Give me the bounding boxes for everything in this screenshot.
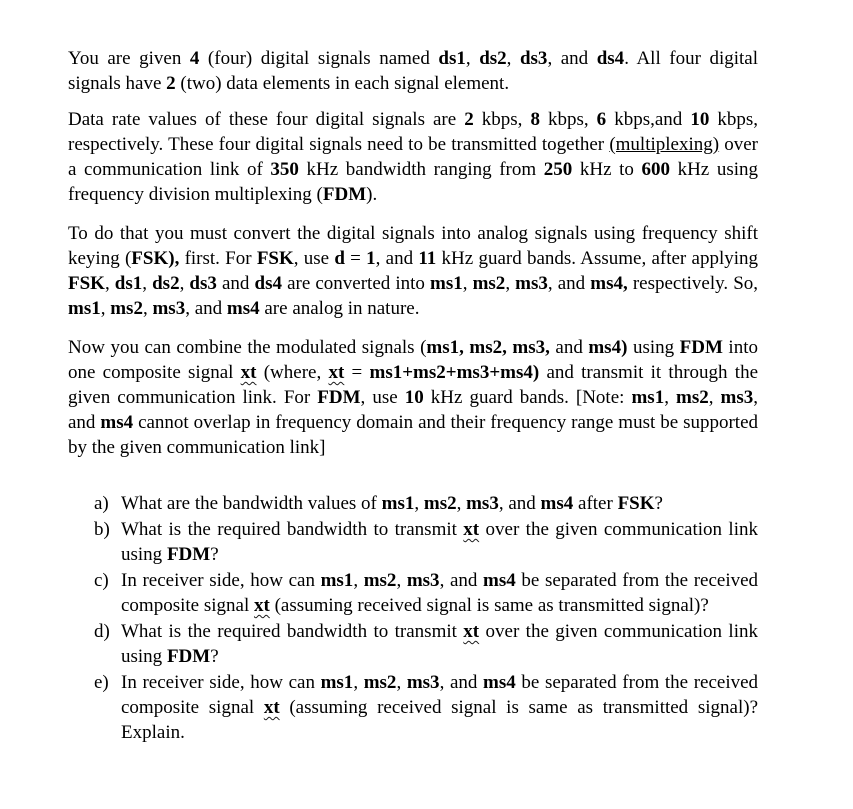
question-label: d) — [94, 621, 110, 642]
text: ? — [654, 493, 663, 514]
signal-xt: xt — [263, 697, 280, 718]
text: and transmit it through the given communication link. For — [68, 362, 758, 408]
text: (two) data elements in each signal element. — [175, 73, 510, 94]
text: (assuming received signal is same as transmitted signal)? Explain. — [121, 697, 759, 743]
question-label: b) — [94, 519, 110, 540]
text: kbps,and — [606, 109, 691, 130]
question-d — [68, 619, 758, 669]
link-bandwidth: 350 — [270, 159, 299, 180]
text: respectively. So, — [627, 273, 759, 294]
text: , and — [68, 387, 759, 433]
signal-ms4: ms4, — [590, 273, 628, 294]
signal-ms1: ms1 — [320, 672, 354, 693]
text: and — [549, 337, 589, 358]
text: be separated from the received composite signal — [121, 672, 759, 718]
text: , — [142, 273, 153, 294]
text: , and — [439, 570, 484, 591]
bold-term: FDM — [166, 646, 211, 667]
document-page — [68, 46, 758, 746]
text: cannot overlap in frequency domain and their frequency range must be supported by the given communication link] — [68, 412, 759, 458]
text: , use — [293, 248, 335, 269]
signal-ds4: ds4 — [254, 273, 282, 294]
signal-ms4: ms4) — [588, 337, 628, 358]
signal-ms1: ms1 — [631, 387, 665, 408]
text: ). — [366, 184, 378, 205]
text: , — [505, 273, 516, 294]
text: In receiver side, how can — [121, 672, 321, 693]
text: kbps, — [473, 109, 531, 130]
signal-ms3: ms3 — [720, 387, 754, 408]
question-label: c) — [94, 570, 109, 591]
signal-ms4: ms4 — [100, 412, 134, 433]
guard-band: 11 — [418, 248, 437, 269]
text: , — [462, 273, 473, 294]
link-high-freq: 600 — [641, 159, 670, 180]
signal-ms2: ms2 — [110, 298, 143, 319]
bold-number: 1 — [366, 248, 376, 269]
signal-ms1: ms1 — [381, 493, 415, 514]
question-label: a) — [94, 493, 109, 514]
bold-term: d — [334, 248, 345, 269]
text: kbps, respectively. These four digital signals need to be transmitted together — [68, 109, 758, 155]
text: , — [396, 672, 407, 693]
text: over the given communication link using — [121, 519, 758, 565]
text: What are the bandwidth values of — [121, 493, 382, 514]
signal-ms2: ms2 — [676, 387, 709, 408]
text: , — [414, 493, 424, 514]
text: (where, — [256, 362, 329, 383]
signal-ms4: ms4 — [483, 672, 516, 693]
bold-term: FDM — [322, 184, 367, 205]
question-b — [68, 517, 758, 567]
signal-ms1: ms1 — [430, 273, 463, 294]
signal-ms4: ms4 — [226, 298, 260, 319]
text: , and — [498, 493, 541, 514]
bold-term: FDM — [679, 337, 723, 358]
text: , — [506, 48, 520, 69]
text: , — [179, 273, 190, 294]
signal-xt: xt — [253, 595, 270, 616]
bold-term: FSK), — [131, 248, 180, 269]
signal-xt: xt — [463, 621, 480, 642]
text: are analog in nature. — [259, 298, 420, 319]
signal-xt: xt — [328, 362, 345, 383]
text: kHz using frequency division multiplexing ( — [68, 159, 759, 205]
text: , and — [439, 672, 484, 693]
text: after — [573, 493, 618, 514]
text: first. For — [179, 248, 257, 269]
text: over the given communication link using — [121, 621, 758, 667]
text: , — [353, 570, 364, 591]
text: To do that you must convert the digital signals into analog signals using frequency shift keying ( — [68, 223, 758, 269]
text: over a communication link of — [68, 134, 759, 180]
text: , — [456, 493, 467, 514]
text: , and — [547, 48, 597, 69]
text: , and — [375, 248, 419, 269]
text: , — [664, 387, 676, 408]
text: (four) digital signals named — [199, 48, 439, 69]
text: kHz guard bands. [Note: — [423, 387, 632, 408]
bold-term: FSK — [617, 493, 655, 514]
text: , — [708, 387, 721, 408]
paragraph-data-rates — [68, 107, 758, 207]
paragraph-fsk — [68, 221, 758, 321]
question-label: e) — [94, 672, 109, 693]
signal-ms3: ms3 — [406, 570, 440, 591]
text: , and — [185, 298, 227, 319]
bold-term: FDM — [166, 544, 211, 565]
link-low-freq: 250 — [543, 159, 573, 180]
text: using — [627, 337, 680, 358]
text: kHz to — [572, 159, 642, 180]
paragraph-intro — [68, 46, 758, 96]
text: = — [344, 362, 370, 383]
signal-ds1: ds1 — [114, 273, 143, 294]
signal-ds4: ds4 — [596, 48, 625, 69]
signal-ds2: ds2 — [479, 48, 507, 69]
text: be separated from the received composite signal — [121, 570, 759, 616]
bold-term: FSK — [256, 248, 294, 269]
text: What is the required bandwidth to transmit — [121, 621, 464, 642]
text: , — [396, 570, 407, 591]
text: Data rate values of these four digital signals are — [68, 109, 465, 130]
text: , — [465, 48, 480, 69]
signal-ms4: ms4 — [540, 493, 574, 514]
text: into one composite signal — [68, 337, 758, 383]
text: , — [142, 298, 153, 319]
text: kbps, — [539, 109, 597, 130]
text: = — [344, 248, 367, 269]
composite-formula: ms1+ms2+ms3+ms4) — [369, 362, 540, 383]
text: , — [100, 298, 111, 319]
signal-xt: xt — [463, 519, 480, 540]
signal-ms2: ms2 — [423, 493, 457, 514]
bold-number: 2 — [166, 73, 176, 94]
text: and — [216, 273, 255, 294]
text: You are given — [68, 48, 190, 69]
question-a — [68, 491, 758, 516]
question-c — [68, 568, 758, 618]
signal-ds2: ds2 — [152, 273, 180, 294]
text: are converted into — [281, 273, 430, 294]
text: , and — [547, 273, 591, 294]
rate-ds2: 8 — [530, 109, 540, 130]
text: ? — [210, 544, 219, 565]
text: ? — [210, 646, 219, 667]
text: (assuming received signal is same as transmitted signal)? — [269, 595, 709, 616]
question-list — [68, 491, 758, 745]
signal-ms2: ms2 — [363, 672, 397, 693]
paragraph-fdm — [68, 335, 758, 460]
signal-ds3: ds3 — [189, 273, 217, 294]
text: kHz bandwidth ranging from — [298, 159, 544, 180]
rate-ds3: 6 — [596, 109, 607, 130]
text: , — [353, 672, 364, 693]
guard-band: 10 — [404, 387, 424, 408]
signal-ms4: ms4 — [483, 570, 516, 591]
text: What is the required bandwidth to transmit — [121, 519, 464, 540]
text: Now you can combine the modulated signals ( — [68, 337, 427, 358]
signal-ms1: ms1 — [320, 570, 354, 591]
bold-term: FSK — [68, 273, 105, 294]
signal-ms1: ms1 — [68, 298, 101, 319]
signal-ms3: ms3 — [152, 298, 186, 319]
text: In receiver side, how can — [121, 570, 321, 591]
question-e — [68, 670, 758, 745]
rate-ds4: 10 — [690, 109, 710, 130]
signal-ds1: ds1 — [438, 48, 466, 69]
signal-list: ms1, ms2, ms3, — [426, 337, 550, 358]
signal-ms3: ms3 — [466, 493, 499, 514]
text: . All four digital signals have — [68, 48, 759, 94]
signal-ds3: ds3 — [519, 48, 548, 69]
signal-ms2: ms2 — [363, 570, 397, 591]
text: , — [104, 273, 115, 294]
underlined-term: (multiplexing) — [609, 134, 720, 155]
signal-xt: xt — [240, 362, 257, 383]
rate-ds1: 2 — [464, 109, 474, 130]
bold-term: FDM — [317, 387, 361, 408]
text: kHz guard bands. Assume, after applying — [436, 248, 758, 269]
signal-ms3: ms3 — [406, 672, 440, 693]
bold-number: 4 — [189, 48, 200, 69]
signal-ms2: ms2 — [472, 273, 506, 294]
signal-ms3: ms3 — [515, 273, 548, 294]
text: , use — [360, 387, 405, 408]
